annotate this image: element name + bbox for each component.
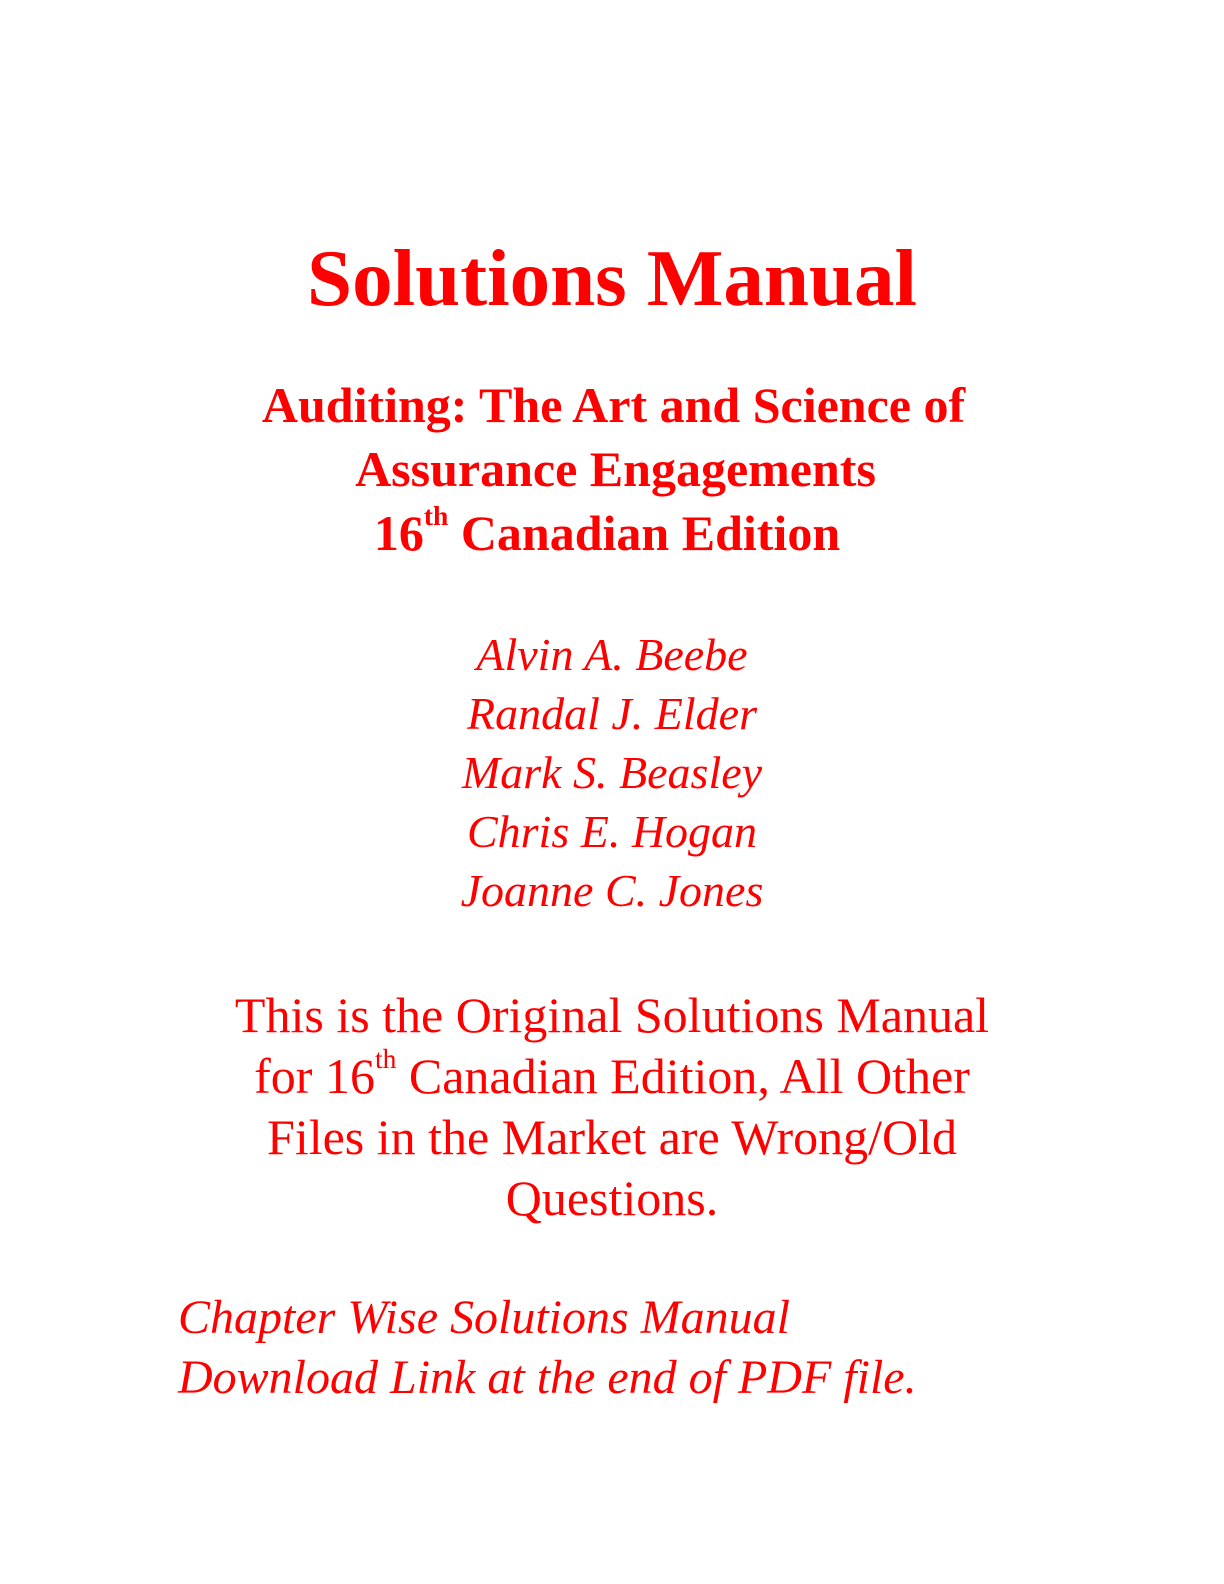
notice-line-2: [0, 1043, 1224, 1107]
book-title-line-1: Auditing: The Art and Science of: [261, 377, 966, 433]
book-title-line-2: Assurance Engagements: [355, 441, 876, 497]
notice-line-4: Questions.: [505, 1170, 719, 1226]
download-line-1: Chapter Wise Solutions Manual: [178, 1291, 790, 1344]
notice-line-1: This is the Original Solutions Manual: [234, 987, 990, 1043]
download-note: [178, 1288, 917, 1408]
page-title: Solutions Manual: [307, 233, 917, 323]
author-name: Chris E. Hogan: [466, 806, 758, 857]
notice-edition-suffix: th: [374, 1043, 397, 1075]
edition-suffix: th: [423, 500, 449, 532]
edition-line: [0, 501, 1224, 565]
download-line-2: Download Link at the end of PDF file.: [178, 1351, 917, 1404]
author-list: [0, 625, 1224, 920]
edition-number: 16: [373, 505, 424, 561]
notice-line-3: Files in the Market are Wrong/Old: [267, 1109, 957, 1165]
notice-edition-rest: Canadian Edition, All Other: [396, 1048, 970, 1104]
original-notice: [0, 985, 1224, 1229]
book-title: [0, 373, 1224, 565]
edition-text: Canadian Edition: [448, 505, 841, 561]
notice-edition-prefix: for 16: [254, 1048, 375, 1104]
author-name: Joanne C. Jones: [460, 865, 764, 916]
author-name: Mark S. Beasley: [461, 747, 763, 798]
author-name: Randal J. Elder: [467, 688, 757, 739]
author-name: Alvin A. Beebe: [476, 629, 748, 680]
